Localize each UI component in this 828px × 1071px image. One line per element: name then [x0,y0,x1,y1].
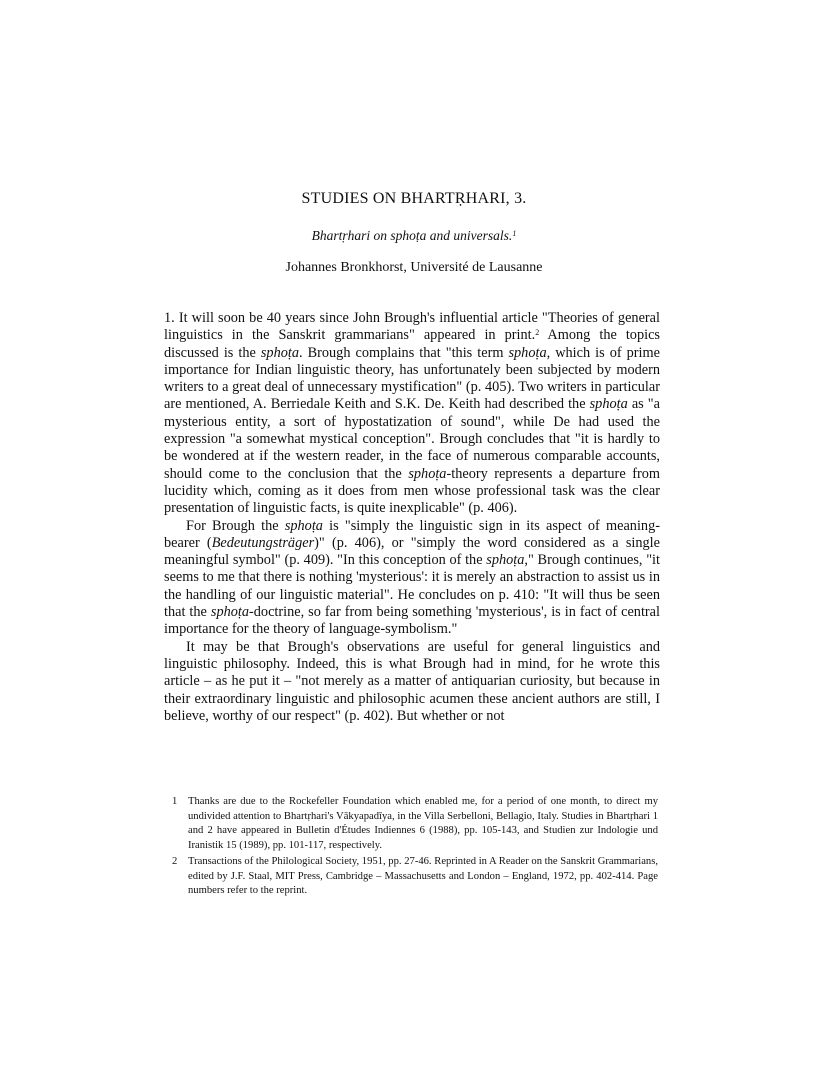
italic-term: sphoṭa [408,465,447,482]
italic-term: sphoṭa [284,517,323,534]
text-run: -theory represents a departure from lucidity which, coming as it does from men whose professional task was the clear presentation of linguistic facts, is quite inexplicable" (p. 406). [164,465,660,517]
body-text [164,310,660,725]
paragraph-3 [164,639,660,725]
italic-term: sphoṭa [260,344,299,361]
footnote-2 [172,855,658,899]
footnote-1 [172,795,658,853]
paper-title: STUDIES ON BHARTṚHARI, 3. [301,190,527,207]
text-run: as "a mysterious entity, a sort of hypostatization of sound", while De had used the expression "a somewhat mystical conception". Brough concludes that "it is hardly to be wondered at if the western reader, in the face of numerous comparable accounts, should come to the conclusion that the [164,396,660,482]
footnote-text: Thanks are due to the Rockefeller Foundation which enabled me, for a period of one month, to direct my undivided attention to Bhartṛhari's Vākyapadīya, in the Villa Serbelloni, Bellagio, Italy. Studies in Bhartṛhari 1 and 2 have appeared in Bulletin d'Études Indiennes 6 (1988), pp. 105-143, and Studien zur Indologie und Iranistik 15 (1989), pp. 101-117, respectively. [188,796,658,851]
paragraph-1 [164,310,660,518]
italic-term: sphoṭa [508,344,547,361]
footnote-number: 1 [172,796,178,807]
text-run: -doctrine, so far from being something 'mysterious', is in fact of central importance for the theory of language-symbolism." [164,604,661,638]
subtitle-text: Bhartṛhari on sphoṭa and universals. [311,228,513,243]
author-line: Johannes Bronkhorst, Université de Lausanne [285,260,543,275]
text-run: For Brough the [186,517,285,534]
text-run: , which is of prime importance for Indian linguistic theory, has unfortunately been subjected by modern writers to a great deal of unnecessary mystification" (p. 405). Two writers in particular are mentioned, A. Berriedale Keith and S.K. De. Keith had described the [164,344,660,413]
text-run: )" (p. 406), or "simply the word considered as a single meaningful symbol" (p. 409). "In this conception of the [164,534,660,569]
footnote-number: 2 [172,856,178,867]
footnote-ref-2[interactable]: 2 [535,328,540,338]
text-run: . Brough complains that "this term [299,344,509,361]
footnote-text: Transactions of the Philological Society, 1951, pp. 27-46. Reprinted in A Reader on the Sanskrit Grammarians, edited by J.F. Staal, MIT Press, Cambridge – Massachusetts and London – England, 1972, pp. 402-414. Page numbers refer to the reprint. [188,856,658,896]
text-run: It may be that Brough's observations are useful for general linguistics and linguistic philosophy. Indeed, this is what Brough had in mind, for he wrote this article – as he put it – "not merely as a matter of antiquarian curiosity, but because in their extraordinary linguistic and philosophic acumen these ancient authors are still, I believe, worthy of our respect" (p. 402). But whether or not [164,638,660,724]
footnote-ref-1[interactable]: 1 [512,229,517,238]
italic-term: sphoṭa [210,604,250,621]
italic-term: sphoṭa [486,552,525,569]
paragraph-2 [164,518,660,639]
italic-term: Bedeutungsträger [211,534,315,551]
text-run: ," Brough continues, "it seems to me that there is nothing 'mysterious': it is merely an abstraction to assist us in the handling of our linguistic material". He concludes on p. 410: "It will thus be seen that the [164,552,661,621]
text-run: Among the topics discussed is the [164,327,660,361]
paper-subtitle [0,228,828,244]
italic-term: sphoṭa [589,396,628,413]
footnotes [172,795,658,901]
text-run: is "simply the linguistic sign in its aspect of meaning-bearer ( [164,517,660,551]
text-run: 1. It will soon be 40 years since John Brough's influential article "Theories of general linguistics in the Sanskrit grammarians" appeared in print. [164,310,660,344]
